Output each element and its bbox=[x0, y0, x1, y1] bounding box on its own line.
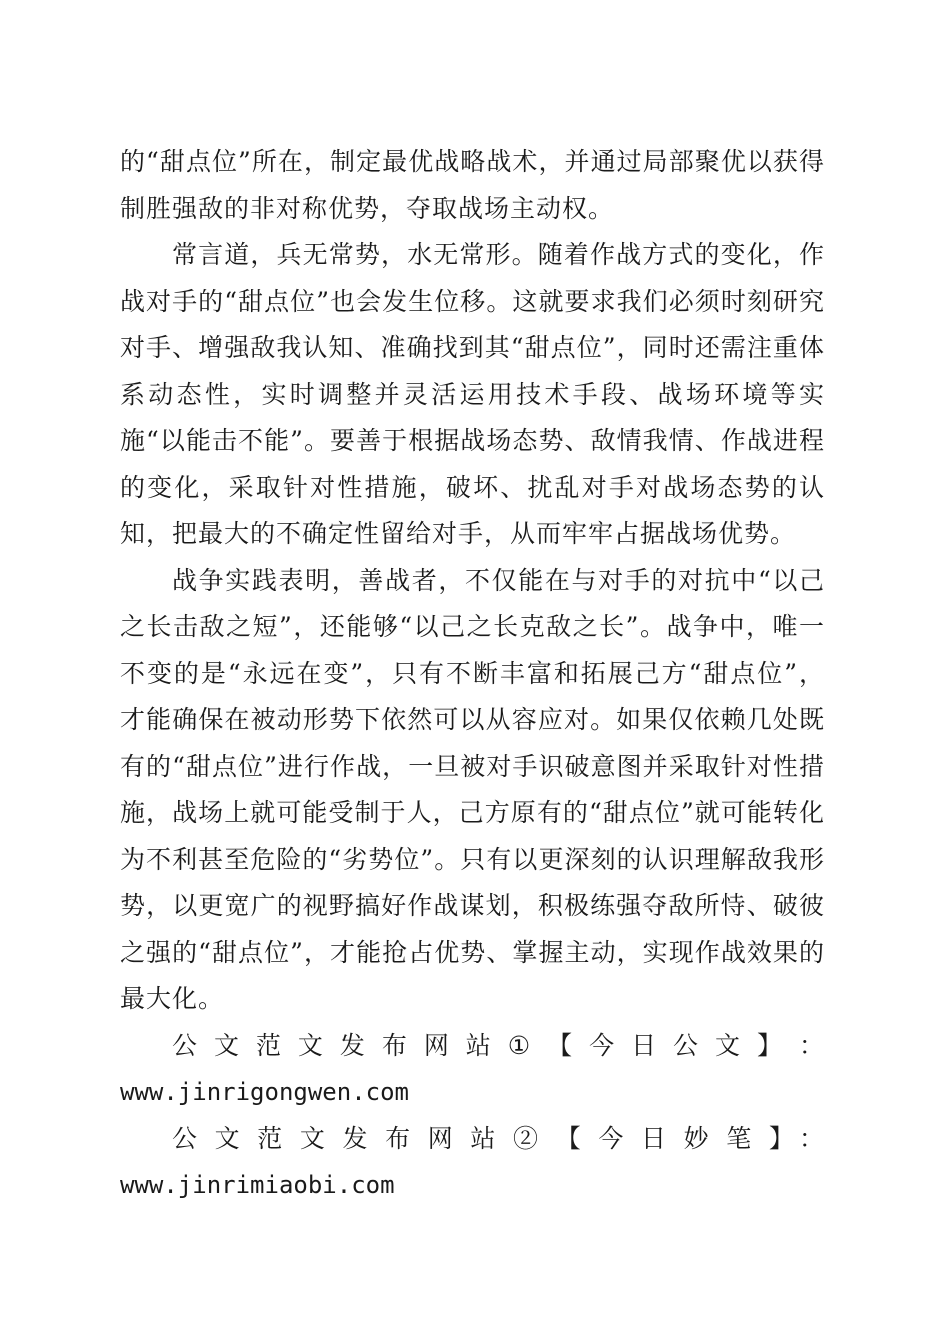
footer-site-1-char: 文 bbox=[715, 1030, 742, 1060]
footer-site-1-char: 布 bbox=[381, 1030, 408, 1060]
paragraph-3: 战争实践表明，善战者，不仅能在与对手的对抗中“以己之长击敌之短”，还能够“以己之长克敌之长”。战争中，唯一不变的是“永远在变”，只有不断丰富和拓展己方“甜点位”，才能确保在被动形势下依然可以从容应对。如果仅依赖几处既有的“甜点位”进行作战，一旦被对手识破意图并采取针对性措施，战场上就可能受制于人，己方原有的“甜点位”就可能转化为不利甚至危险的“劣势位”。只有以更深刻的认识理解敌我形势，以更宽广的视野搞好作战谋划，积极练强夺敌所恃、破彼之强的“甜点位”，才能抢占优势、掌握主动，实现作战效果的最大化。 bbox=[120, 565, 825, 1013]
footer-site-1-char: 日 bbox=[631, 1030, 658, 1060]
footer-site-1-char: 发 bbox=[339, 1030, 366, 1060]
footer-site-1-char: 】 bbox=[756, 1030, 783, 1060]
footer-site-1-char: 站 bbox=[465, 1030, 492, 1060]
footer-site-2-label: 公文范文发布网站②【今日妙笔】： bbox=[172, 1123, 825, 1153]
paragraph-2: 常言道，兵无常势，水无常形。随着作战方式的变化，作战对手的“甜点位”也会发生位移。这就要求我们必须时刻研究对手、增强敌我认知、准确找到其“甜点位”，同时还需注重体系动态性，实时调整并灵活运用技术手段、战场环境等实施“以能击不能”。要善于根据战场态势、敌情我情、作战进程的变化，采取针对性措施，破坏、扰乱对手对战场态势的认知，把最大的不确定性留给对手，从而牢牢占据战场优势。 bbox=[120, 240, 825, 548]
footer-site-2 bbox=[120, 1116, 825, 1209]
document-body bbox=[120, 139, 825, 1209]
footer-site-1-char: 【 bbox=[547, 1030, 574, 1060]
footer-site-2-url[interactable]: www.jinrimiaobi.com bbox=[120, 1171, 395, 1199]
footer-site-1-char: 今 bbox=[589, 1030, 616, 1060]
footer-site-1-char: 文 bbox=[213, 1030, 240, 1060]
paragraph-1: 的“甜点位”所在，制定最优战略战术，并通过局部聚优以获得制胜强敌的非对称优势，夺取战场主动权。 bbox=[120, 147, 825, 223]
footer-site-1-char: 公 bbox=[172, 1030, 199, 1060]
footer-site-1 bbox=[120, 1023, 825, 1116]
footer-site-1-char: 范 bbox=[255, 1030, 282, 1060]
footer-site-1-char: ： bbox=[798, 1030, 825, 1060]
footer-site-1-char: ① bbox=[507, 1030, 532, 1060]
footer-site-1-char: 公 bbox=[673, 1030, 700, 1060]
footer-site-1-char: 文 bbox=[297, 1030, 324, 1060]
footer-site-1-url[interactable]: www.jinrigongwen.com bbox=[120, 1078, 409, 1106]
footer-site-1-char: 网 bbox=[423, 1030, 450, 1060]
footer-site-1-label bbox=[120, 1023, 825, 1070]
